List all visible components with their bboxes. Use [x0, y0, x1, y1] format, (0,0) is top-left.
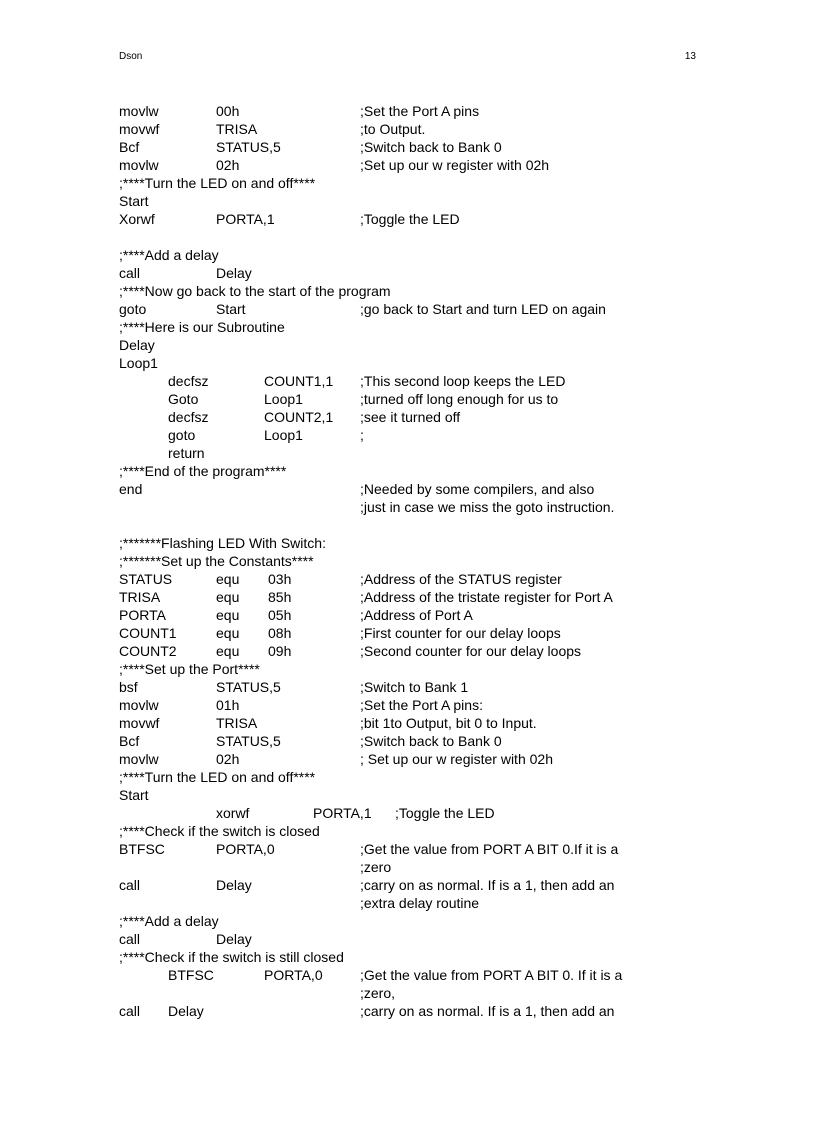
- code-col-label: Start: [119, 787, 149, 803]
- code-col-label: Loop1: [119, 355, 158, 371]
- code-col-label: ;****Check if the switch is still closed: [119, 949, 344, 965]
- code-col-comment: ;just in case we miss the goto instruction.: [360, 499, 615, 515]
- code-line: [0, 120, 816, 138]
- code-col-comment: ; Set up our w register with 02h: [360, 751, 553, 767]
- code-line: [0, 462, 816, 480]
- code-col-op: Delay: [216, 877, 252, 893]
- code-col-op: decfsz: [168, 409, 209, 425]
- code-line: [0, 174, 816, 192]
- code-col-label: ;****Turn the LED on and off****: [119, 175, 316, 191]
- code-line: [0, 426, 816, 444]
- code-line: [0, 498, 816, 516]
- code-line: [0, 660, 816, 678]
- code-col-op: STATUS,5: [216, 733, 281, 749]
- code-col-comment: ;Address of the tristate register for Port A: [360, 589, 613, 605]
- code-line: [0, 354, 816, 372]
- code-col-arg: PORTA,1: [313, 805, 372, 821]
- page-number: 13: [684, 51, 696, 62]
- code-col-op: equ: [216, 643, 240, 659]
- code-line: [0, 534, 816, 552]
- code-col-arg: Loop1: [264, 427, 303, 443]
- code-line: [0, 372, 816, 390]
- code-col-op: Delay: [216, 931, 252, 947]
- code-col-comment: ;Address of the STATUS register: [360, 571, 562, 587]
- code-col-op: 00h: [216, 103, 240, 119]
- code-col-op: decfsz: [168, 373, 209, 389]
- code-col-label: Start: [119, 193, 149, 209]
- code-col-op: PORTA,0: [216, 841, 275, 857]
- code-col-op: STATUS,5: [216, 139, 281, 155]
- code-col-arg: COUNT1,1: [264, 373, 334, 389]
- code-col-label: movlw: [119, 157, 159, 173]
- code-line: [0, 444, 816, 462]
- code-line: [0, 300, 816, 318]
- code-line: [0, 768, 816, 786]
- code-col-op: equ: [216, 607, 240, 623]
- code-line: [0, 336, 816, 354]
- code-col-label: ;****Now go back to the start of the program: [119, 283, 391, 299]
- code-col-label: ;*******Flashing LED With Switch:: [119, 535, 326, 551]
- code-col-arg: 85h: [268, 589, 292, 605]
- code-line: [0, 516, 816, 534]
- code-col-comment: ;extra delay routine: [360, 895, 480, 911]
- code-col-label: COUNT2: [119, 643, 177, 659]
- code-col-label: call: [119, 877, 141, 893]
- code-col-comment: ;This second loop keeps the LED: [360, 373, 566, 389]
- code-col-label: ;****Here is our Subroutine: [119, 319, 285, 335]
- code-col-label: TRISA: [119, 589, 161, 605]
- code-col-label: movlw: [119, 697, 159, 713]
- code-line: [0, 894, 816, 912]
- code-col-comment: ;Needed by some compilers, and also: [360, 481, 595, 497]
- code-col-label: ;****Turn the LED on and off****: [119, 769, 316, 785]
- code-col-label: Delay: [119, 337, 155, 353]
- code-line: [0, 246, 816, 264]
- code-line: [0, 552, 816, 570]
- code-col-comment: ;Second counter for our delay loops: [360, 643, 582, 659]
- code-col-arg: 09h: [268, 643, 292, 659]
- code-col-label: Xorwf: [119, 211, 155, 227]
- code-col-comment: ;go back to Start and turn LED on again: [360, 301, 606, 317]
- code-col-comment: ;Switch to Bank 1: [360, 679, 469, 695]
- code-col-label: Bcf: [119, 733, 140, 749]
- code-line: [0, 624, 816, 642]
- code-line: [0, 966, 816, 984]
- code-col-label: Bcf: [119, 139, 140, 155]
- code-col-label: call: [119, 1003, 141, 1019]
- code-col-label: ;****Set up the Port****: [119, 661, 260, 677]
- code-col-label: goto: [119, 301, 147, 317]
- code-col-comment: ;Address of Port A: [360, 607, 473, 623]
- code-line: [0, 210, 816, 228]
- code-col-label: ;****Add a delay: [119, 247, 219, 263]
- code-col-label: ;****Add a delay: [119, 913, 219, 929]
- code-col-op: equ: [216, 625, 240, 641]
- code-col-label: bsf: [119, 679, 138, 695]
- code-col-label: BTFSC: [119, 841, 165, 857]
- code-col-label: ;****Check if the switch is closed: [119, 823, 320, 839]
- code-line: [0, 732, 816, 750]
- code-col-arg: 05h: [268, 607, 292, 623]
- code-line: [0, 102, 816, 120]
- code-line: [0, 318, 816, 336]
- code-col-comment: ;Get the value from PORT A BIT 0.If it is a: [360, 841, 619, 857]
- code-line: [0, 282, 816, 300]
- code-line: [0, 912, 816, 930]
- code-line: [0, 408, 816, 426]
- code-line: [0, 390, 816, 408]
- code-col-comment: ;Set the Port A pins: [360, 103, 480, 119]
- code-line: [0, 948, 816, 966]
- code-col-comment: ;zero,: [360, 985, 396, 1001]
- code-line: [0, 750, 816, 768]
- code-col-op: TRISA: [216, 715, 258, 731]
- code-col-op: 02h: [216, 751, 240, 767]
- code-line: [0, 588, 816, 606]
- code-col-op: xorwf: [216, 805, 250, 821]
- code-col-comment: ;carry on as normal. If is a 1, then add an: [360, 877, 615, 893]
- code-col-label: movwf: [119, 121, 160, 137]
- code-line: [0, 786, 816, 804]
- code-col-op: Delay: [216, 265, 252, 281]
- code-col-label: COUNT1: [119, 625, 177, 641]
- code-line: [0, 480, 816, 498]
- code-col-comment: ;bit 1to Output, bit 0 to Input.: [360, 715, 537, 731]
- code-col-label: end: [119, 481, 143, 497]
- code-line: [0, 570, 816, 588]
- code-line: [0, 192, 816, 210]
- code-col-comment: ;First counter for our delay loops: [360, 625, 561, 641]
- code-col-comment: ;zero: [360, 859, 392, 875]
- code-col-op: equ: [216, 571, 240, 587]
- code-line: [0, 822, 816, 840]
- code-col-label: call: [119, 931, 141, 947]
- code-col-comment: ;Get the value from PORT A BIT 0. If it is a: [360, 967, 623, 983]
- code-col-comment: ;Toggle the LED: [360, 211, 460, 227]
- code-line: [0, 804, 816, 822]
- code-col-op: 02h: [216, 157, 240, 173]
- code-line: [0, 138, 816, 156]
- code-line: [0, 228, 816, 246]
- code-line: [0, 156, 816, 174]
- code-col-label: ;*******Set up the Constants****: [119, 553, 314, 569]
- code-col-label: ;****End of the program****: [119, 463, 287, 479]
- code-col-op: PORTA,1: [216, 211, 275, 227]
- code-col-comment: ;carry on as normal. If is a 1, then add an: [360, 1003, 615, 1019]
- code-col-op: STATUS,5: [216, 679, 281, 695]
- code-line: [0, 606, 816, 624]
- code-col-op: equ: [216, 589, 240, 605]
- code-col-arg: 03h: [268, 571, 292, 587]
- code-col-label: movlw: [119, 751, 159, 767]
- code-line: [0, 858, 816, 876]
- code-line: [0, 930, 816, 948]
- code-line: [0, 840, 816, 858]
- code-col-arg: 08h: [268, 625, 292, 641]
- code-line: [0, 984, 816, 1002]
- code-col-label: movlw: [119, 103, 159, 119]
- code-col-label: call: [119, 265, 141, 281]
- code-col-op: Delay: [168, 1003, 204, 1019]
- code-col-comment: ;Set the Port A pins:: [360, 697, 483, 713]
- code-col-arg: COUNT2,1: [264, 409, 334, 425]
- code-col-label: PORTA: [119, 607, 166, 623]
- code-col-arg: Loop1: [264, 391, 303, 407]
- code-col-comment: ;Toggle the LED: [395, 805, 495, 821]
- code-col-comment: ;Switch back to Bank 0: [360, 733, 502, 749]
- code-col-op: return: [168, 445, 205, 461]
- code-col-comment: ;: [360, 427, 364, 443]
- code-line: [0, 264, 816, 282]
- code-col-op: Start: [216, 301, 246, 317]
- code-col-op: TRISA: [216, 121, 258, 137]
- code-col-label: movwf: [119, 715, 160, 731]
- code-col-comment: ;turned off long enough for us to: [360, 391, 559, 407]
- code-col-comment: ;to Output.: [360, 121, 426, 137]
- code-line: [0, 1002, 816, 1020]
- code-line: [0, 678, 816, 696]
- code-col-comment: ;Switch back to Bank 0: [360, 139, 502, 155]
- code-line: [0, 642, 816, 660]
- code-col-op: 01h: [216, 697, 240, 713]
- code-col-label: STATUS: [119, 571, 173, 587]
- code-line: [0, 876, 816, 894]
- code-line: [0, 714, 816, 732]
- code-col-comment: ;Set up our w register with 02h: [360, 157, 550, 173]
- code-col-arg: PORTA,0: [264, 967, 323, 983]
- code-col-op: goto: [168, 427, 196, 443]
- code-col-comment: ;see it turned off: [360, 409, 461, 425]
- code-line: [0, 696, 816, 714]
- running-header: Dson: [119, 51, 143, 62]
- code-col-op: Goto: [168, 391, 199, 407]
- code-col-op: BTFSC: [168, 967, 214, 983]
